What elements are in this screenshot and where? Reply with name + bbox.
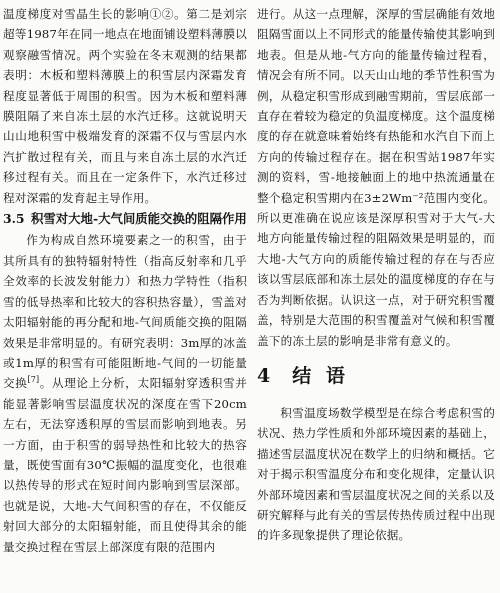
section-number: 4 [257, 364, 275, 387]
paragraph-snow-barrier [3, 230, 247, 557]
paragraph-snow-experiments: 温度梯度对雪晶生长的影响①②。第二是刘宗超等1987年在同一地点在地面铺设塑料薄膜以观察融雪情况。两个实验在冬末观测的结果都表明：木板和塑料薄膜上的积雪层内深霜发育程度显著低于周围的积雪。因为木板和塑料薄膜阻隔了来自冻土层的水汽迁移。这就说明天山山地积雪中极端发育的深霜不仅与雪层内水汽扩散过程有关，而且与来自冻土层的水汽迁移过程有关。而且在一定条件下，水汽迁移过程对深霜的发育起主导作用。 [3, 7, 247, 205]
paragraph-conclusion: 积雪温度场数学模型是在综合考虑积雪的状况、热力学性质和外部环境因素的基础上，描述雪层温度状况在数学上的归纳和概括。它对于揭示积雪温度分布和变化规律，定量认识外部环境因素和雪层温度状况之间的关系以及研究解释与此有关的雪层传热传质过程中出现的许多现象提供了理论依据。 [257, 405, 495, 543]
paragraph-energy-transfer: 进行。从这一点理解，深厚的雪层确能有效地阻隔雪面以上不同形式的能量传输使其影响到地表。但是从地-气方向的能量传输过程看，情况会有所不同。以天山山地的季节性积雪为例，从稳定积雪形成到融雪期前，雪层底部一直存在着较为稳定的负温度梯度。这个温度梯度的存在就意味着始终有热能和水汽自下而上方向的传输过程存在。据在积雪站1987年实测的资料，雪-地接触面上的地中热流通量在整个稳定积雪期内在3±2Wm⁻²范围内变化。所以更准确在说应该是深厚积雪对于大气-大地方向能量传输过程的阻隔效果是明显的，而大地-大气方向的质能传输过程的存在与否应该以雪层底部和冻土层处的温度梯度的存在与否为判断依据。认识这一点，对于研究积雪覆盖，特别是大范围的积雪覆盖对气候和积雪覆盖下的冻土层的影响是非常有意义的。 [257, 7, 495, 348]
subsection-heading [3, 209, 247, 229]
section-heading [257, 363, 495, 389]
paragraph-snow-barrier-part1: 作为构成自然环境要素之一的积雪，由于其所具有的独特辐射特性（指高反射率和几乎全效率的长波发射能力）和热力学特性（指积雪的低导热率和比较大的容积热容量），雪盖对太阳辐射能的再分配和地-气间质能交换的阻隔效果是非常明显的。有研究表明：3m厚的冰盖或1m厚的积雪有可能阻断地-气间的一切能量交换 [3, 233, 247, 391]
right-column [257, 4, 495, 546]
subsection-title: 积雪对大地-大气间质能交换的阻隔作用 [31, 211, 247, 227]
left-column [3, 4, 247, 557]
reference-mark: [7] [27, 375, 40, 385]
paragraph-snow-barrier-part2: 。从理论上分析，太阳辐射穿透积雪并能显著影响雪层温度状况的深度在雪下20cm左右，无法穿透积厚的雪层而影响到地表。另一方面，由于积雪的弱导热性和比较大的热容量，既使雪面有30℃振幅的温度变化，也很难以热传导的形式在短时间内影响到雪层深部。也就是说，大地-大气间积雪的存在，不仅能反射回大部分的太阳辐射能，而且使得其余的能量交换过程在雪层上部深度有限的范围内 [3, 376, 247, 554]
subsection-number: 3.5 [3, 211, 25, 227]
section-title: 结 语 [292, 364, 349, 387]
